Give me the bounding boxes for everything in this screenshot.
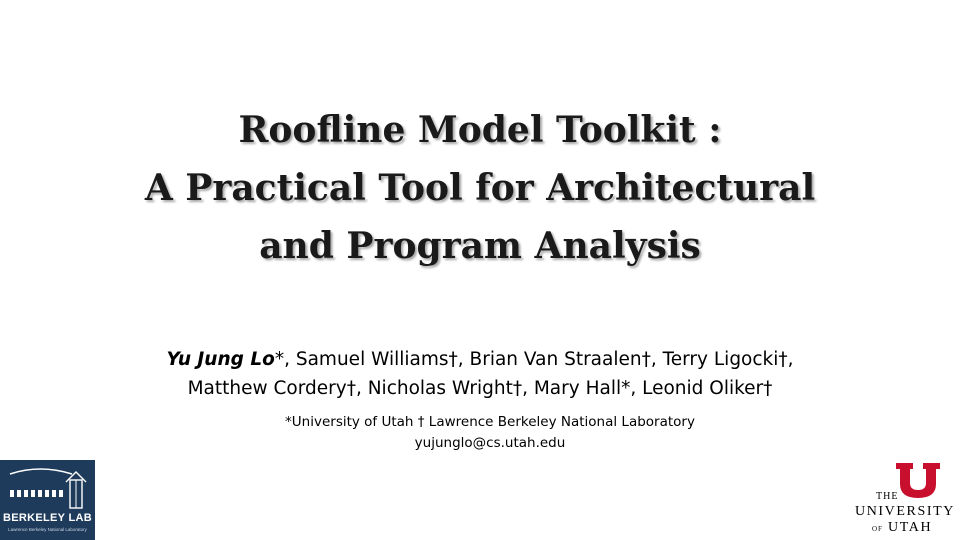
- utah-university: UNIVERSITY: [855, 504, 955, 519]
- title-line-2: A Practical Tool for Architectural: [144, 167, 816, 209]
- title-line-3: and Program Analysis: [259, 225, 701, 267]
- berkeley-lab-logo: [0, 460, 95, 540]
- author-line-2: Matthew Cordery†, Nicholas Wright†, Mary Hall*, Leonid Oliker†: [187, 378, 773, 399]
- block-u-icon: [896, 463, 940, 498]
- berkeley-lab-name: BERKELEY LAB: [3, 512, 92, 524]
- author-line-1: [60, 345, 900, 374]
- university-of-utah-logo: [850, 463, 960, 540]
- author-line-1-rest: *, Samuel Williams†, Brian Van Straalen†, Terry Ligocki†,: [274, 349, 794, 370]
- first-author: Yu Jung Lo: [166, 349, 275, 370]
- berkeley-lab-subtitle: Lawrence Berkeley National Laboratory: [8, 527, 87, 532]
- affiliation-block: [140, 412, 840, 454]
- contact-email: yujunglo@cs.utah.edu: [414, 435, 566, 451]
- utah-of: OF: [872, 525, 883, 533]
- utah-name: UTAH: [888, 520, 933, 535]
- title-line-1: Roofline Model Toolkit :: [238, 109, 722, 151]
- berkeley-lab-building-icon: [0, 460, 95, 512]
- affiliations: *University of Utah † Lawrence Berkeley National Laboratory: [285, 414, 695, 430]
- slide-title: [80, 101, 880, 275]
- utah-the: THE: [876, 491, 899, 502]
- author-list: [60, 345, 900, 403]
